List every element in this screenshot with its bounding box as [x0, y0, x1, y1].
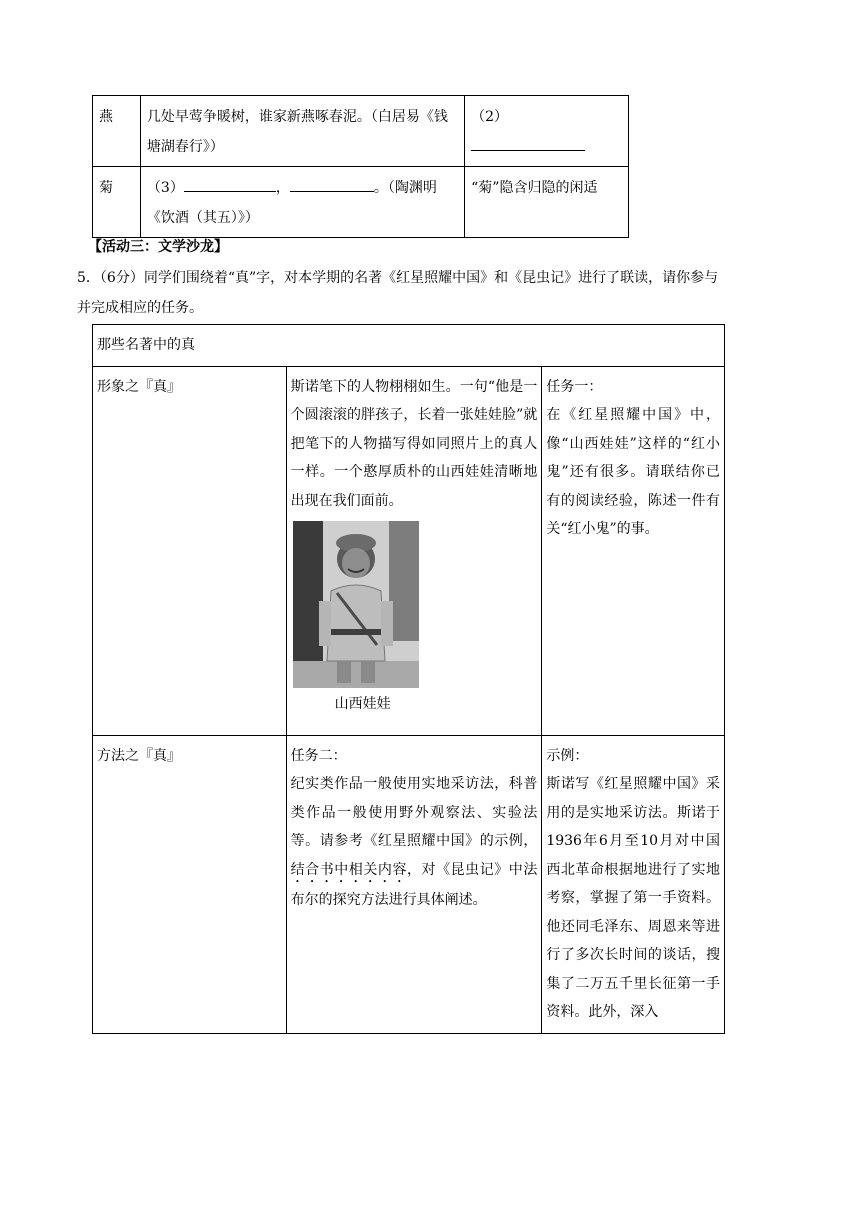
content-cell — [286, 366, 542, 735]
task-title: 任务一： — [546, 378, 603, 395]
task-text — [291, 770, 538, 914]
table-header-row — [93, 325, 725, 367]
word-cell: 燕 — [93, 96, 141, 167]
example-title: 示例： — [546, 747, 589, 764]
table-row — [93, 735, 725, 1033]
poetry-table — [92, 95, 629, 238]
table-header: 那些名著中的真 — [93, 325, 725, 367]
task-text-part: ，对《昆虫记》中法布尔的探究方法进行具体阐述。 — [290, 861, 538, 908]
content-text: 斯诺笔下的人物栩栩如生。一句“他是一个圆滚滚的胖孩子，长着一张娃娃脸”就把笔下的人物描写得如同照片上的真人一样。一个憨厚质朴的山西娃娃清晰地出现在我们面前。 — [290, 378, 538, 509]
example-text: 斯诺写《红星照耀中国》采用的是实地采访法。斯诺于1936年6月至10月对中国西北革命根据地进行了实地考察，掌握了第一手资料。他还同毛泽东、周恩来等进行了多次长时间的谈话，搜集了二万五千里长征第一手资料。此外，深入 — [546, 776, 720, 1020]
table-row — [93, 167, 629, 238]
boy-photo — [293, 521, 419, 688]
meaning-prefix: （2） — [471, 109, 509, 125]
row-label: 方法之『真』 — [93, 735, 287, 1033]
poem-separator: ， — [275, 180, 290, 196]
poem-cell — [140, 167, 464, 238]
table-row — [93, 96, 629, 167]
task-text: 在《红星照耀中国》中，像“山西娃娃”这样的“红小鬼”还有很多。请联结你已有的阅读经验，陈述一件有关“红小鬼”的事。 — [546, 407, 720, 537]
row-label: 形象之『真』 — [93, 366, 287, 735]
meaning-cell — [465, 96, 629, 167]
word-cell: 菊 — [93, 167, 141, 238]
answer-blank — [471, 134, 585, 151]
answer-blank — [184, 175, 276, 192]
activity-heading: 【活动三：文学沙龙】 — [88, 239, 228, 255]
reading-table — [92, 324, 725, 1034]
task-cell — [286, 735, 542, 1033]
task-title: 任务二： — [290, 747, 347, 764]
answer-blank — [290, 175, 374, 192]
question-text: 5．（6分）同学们围绕着“真”字，对本学期的名著《红星照耀中国》和《昆虫记》进行了联读，请你参与并完成相应的任务。 — [77, 270, 719, 316]
emphasized-text: 结合书中相关内容 — [290, 861, 407, 878]
table-row — [93, 366, 725, 735]
task-cell — [542, 366, 725, 735]
poem-suffix: 。（陶渊明《饮酒（其五）》） — [146, 180, 437, 226]
meaning-cell: “菊”隐含归隐的闲适 — [465, 167, 629, 238]
poem-prefix: （3） — [146, 180, 184, 196]
task-text-part: 纪实类作品一般使用实地采访法，科普类作品一般使用野外观察法、实验法等。请参考《红星照耀中国》的示例， — [290, 776, 538, 849]
boy-photo-image — [293, 521, 419, 688]
poem-cell: 几处早莺争暖树，谁家新燕啄春泥。（白居易《钱塘湖春行》） — [140, 96, 464, 167]
photo-caption: 山西娃娃 — [334, 696, 391, 712]
example-cell — [542, 735, 725, 1033]
